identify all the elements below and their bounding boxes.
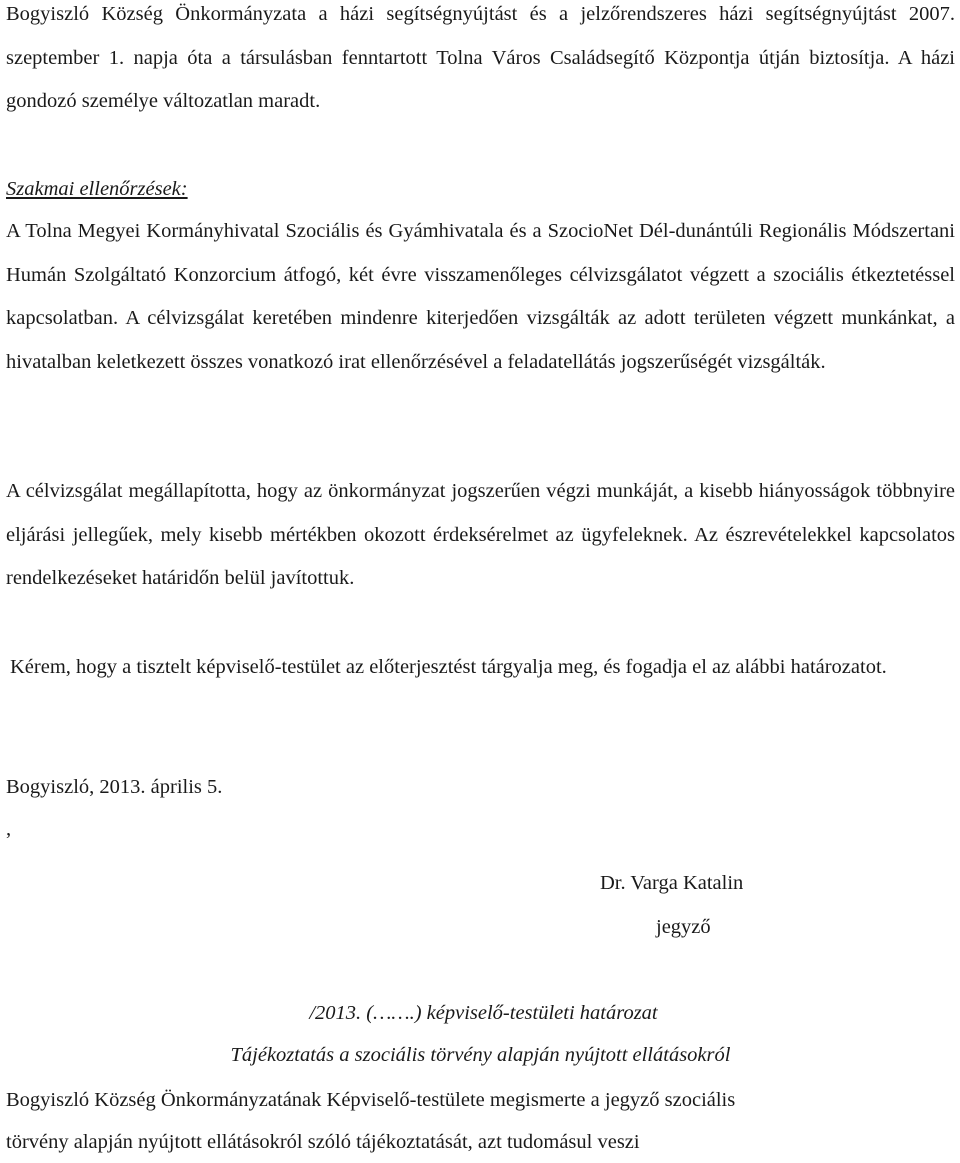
document-date: Bogyiszló, 2013. április 5. [6,776,222,799]
resolution-body-line: Bogyiszló Község Önkormányzatának Képviselő-testülete megismerte a jegyző szociális [6,1080,955,1122]
resolution-number: /2013. (…….) képviselő-testületi határozat [6,992,955,1036]
stray-comma: , [6,818,11,841]
resolution-body-line: törvény alapján nyújtott ellátásokról szóló tájékoztatását, azt tudomásul veszi [6,1122,955,1163]
intro-paragraph: Bogyiszló Község Önkormányzata a házi segítségnyújtást és a jelzőrendszeres házi segítségnyújtást 2007. szeptember 1. napja óta a társulásban fenntartott Tolna Város Családsegítő Központja útján biztosítja. A házi gondozó személye változatlan maradt. [6,0,955,124]
inspection-paragraph: A Tolna Megyei Kormányhivatal Szociális és Gyámhivatala és a SzocioNet Dél-dunántúli Regionális Módszertani Humán Szolgáltató Konzorcium átfogó, két évre visszamenőleges célvizsgálatot végzett a szociális étkeztetéssel kapcsolatban. A célvizsgálat keretében mindenre kiterjedően vizsgálták az adott területen végzett munkánkat, a hivatalban keletkezett összes vonatkozó irat ellenőrzésével a feladatellátás jogszerűségét vizsgálták. [6,210,955,384]
signatory-title: jegyző [656,906,711,950]
signatory-name: Dr. Varga Katalin [600,862,743,906]
resolution-body [6,1080,955,1163]
section-heading: Szakmai ellenőrzések: [6,168,188,212]
findings-paragraph: A célvizsgálat megállapította, hogy az önkormányzat jogszerűen végzi munkáját, a kisebb hiányosságok többnyire eljárási jellegűek, mely kisebb mértékben okozott érdeksérelmet az ügyfeleknek. Az észrevételekkel kapcsolatos rendelkezéseket határidőn belül javítottuk. [6,470,955,601]
request-paragraph: Kérem, hogy a tisztelt képviselő-testület az előterjesztést tárgyalja meg, és fogadja el az alábbi határozatot. [6,646,955,690]
resolution-title: Tájékoztatás a szociális törvény alapján nyújtott ellátásokról [6,1034,955,1078]
